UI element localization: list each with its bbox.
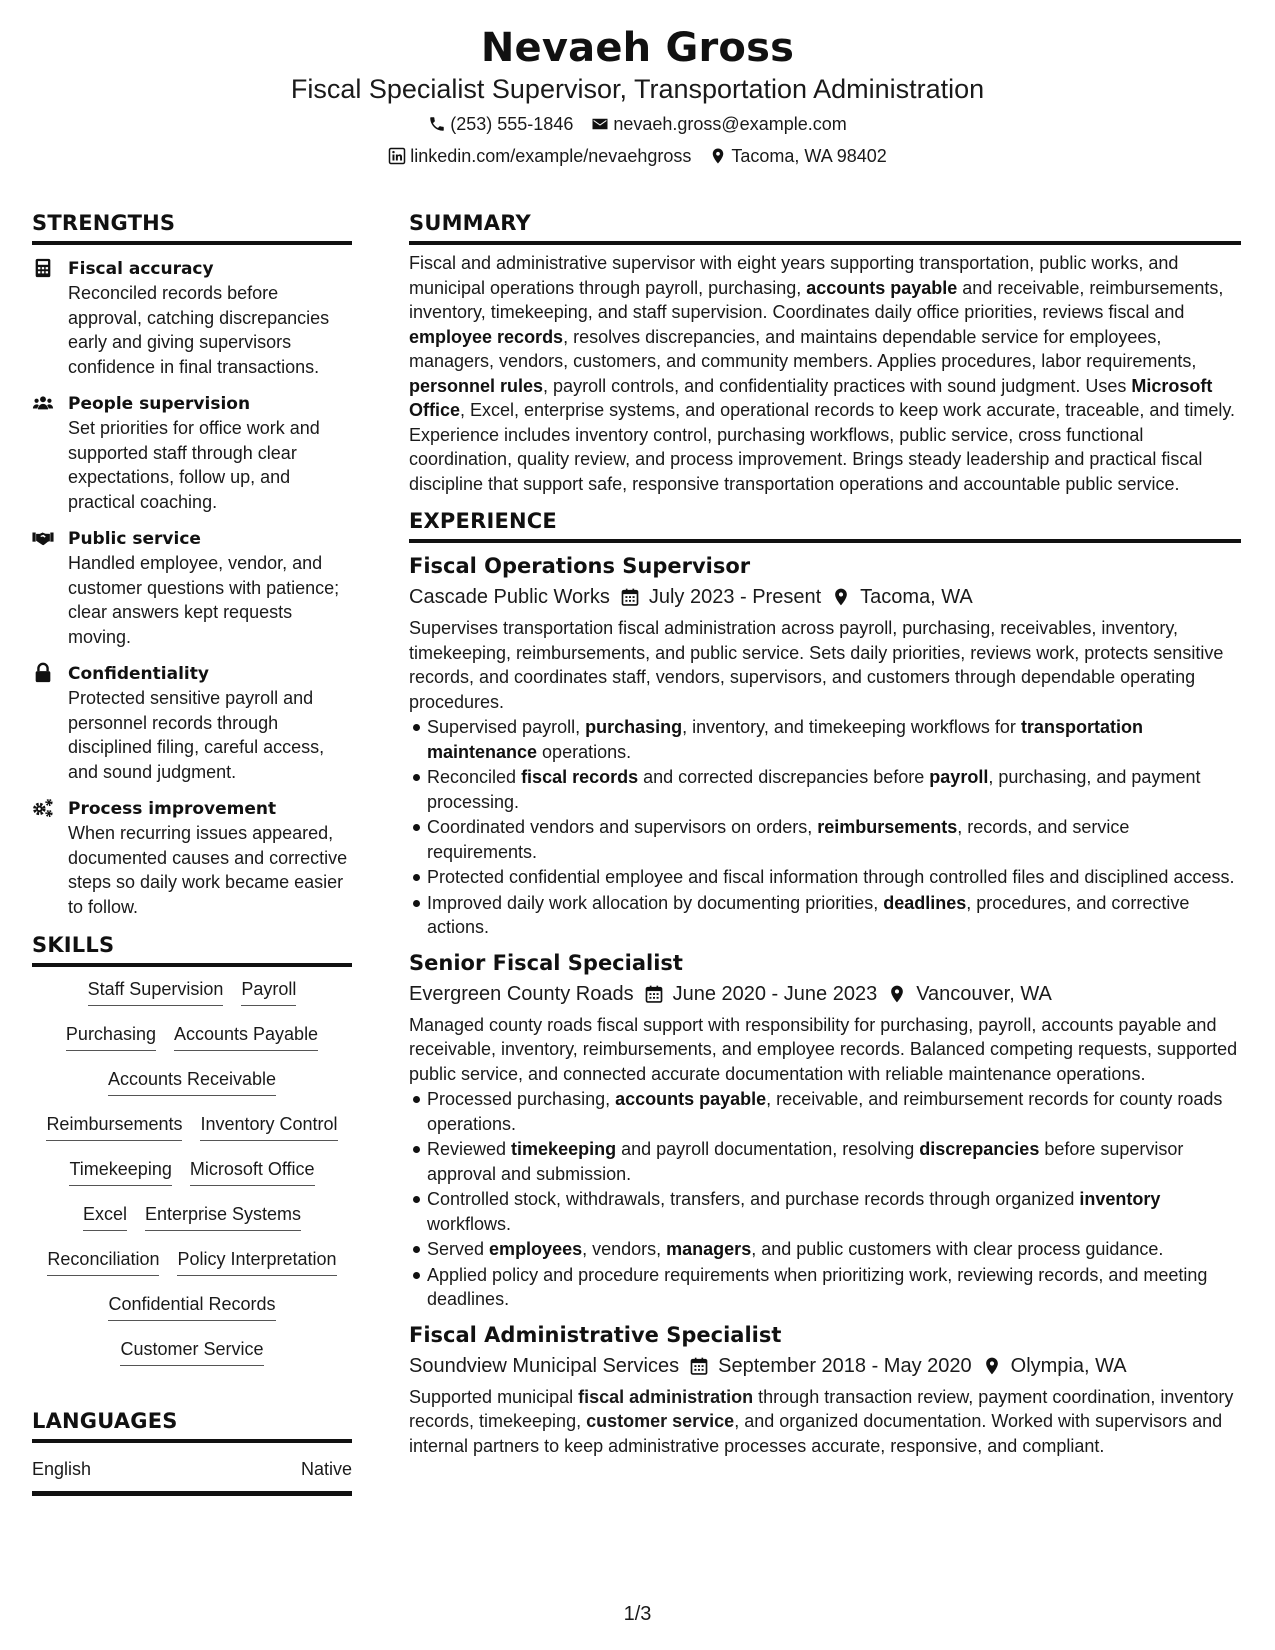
strength-text <box>68 392 352 514</box>
skill-tag: Confidential Records <box>108 1292 275 1321</box>
strength-title: Confidentiality <box>68 664 209 684</box>
text-segment: Reviewed <box>427 1139 512 1159</box>
text-segment: and payroll documentation, resolving <box>616 1139 920 1159</box>
resume-header <box>0 22 1275 168</box>
strength-desc: Reconciled records before approval, catching discrepancies early and giving supervisors confidence in final transactions. <box>68 283 330 377</box>
skill-row <box>32 1112 352 1157</box>
people-icon <box>32 392 54 414</box>
strength-title: People supervision <box>68 394 251 414</box>
skills-section <box>32 932 352 1382</box>
phone-icon <box>428 115 446 133</box>
bold-keyword: inventory <box>1079 1189 1161 1209</box>
text-segment: , Excel, enterprise systems, and operational records to keep work accurate, traceable, and timely. Experience includes inventory control, purchasing workflows, public service, cross functional coordination, quality review, and process improvement. Brings steady leadership and practical fiscal discipline that support safe, responsive transportation operations and accountable public service. <box>409 400 1236 494</box>
job-dates <box>644 979 878 1009</box>
jobs-list <box>409 551 1241 1458</box>
job-bullet <box>427 1237 1241 1262</box>
skills-list <box>32 977 352 1382</box>
strength-title: Fiscal accuracy <box>68 259 214 279</box>
strengths-list <box>32 257 352 919</box>
contact-phone <box>428 112 573 136</box>
job-dates-text: July 2023 - Present <box>648 586 822 608</box>
job-company: Soundview Municipal Services <box>409 1354 680 1377</box>
strength-text <box>68 797 352 919</box>
bold-keyword: timekeeping <box>511 1139 617 1159</box>
job-entry <box>409 1320 1241 1459</box>
contact-email[interactable] <box>591 112 846 136</box>
job-bullet <box>427 865 1241 890</box>
contact-linkedin[interactable] <box>388 144 691 168</box>
bold-keyword: personnel rules <box>409 375 544 396</box>
text-segment: Served <box>427 1239 490 1259</box>
bold-keyword: payroll <box>929 767 989 787</box>
strength-text <box>68 257 352 379</box>
text-segment: , and organized documentation. Worked with supervisors and internal partners to keep administrative processes accurate, responsive, and compliant. <box>409 1411 1223 1456</box>
job-dates <box>620 582 821 612</box>
handshake-icon <box>32 527 54 549</box>
languages-title: LANGUAGES <box>32 1408 352 1443</box>
languages-section <box>32 1408 352 1496</box>
job-dates-text: June 2020 - June 2023 <box>672 982 878 1005</box>
job-bullet <box>427 765 1241 814</box>
job-dates <box>689 1351 972 1381</box>
calendar-icon <box>644 984 664 1004</box>
strength-desc: Handled employee, vendor, and customer questions with patience; clear answers kept requests moving. <box>68 553 340 647</box>
skill-row <box>32 1067 352 1112</box>
text-segment: Supervised payroll, <box>427 717 586 737</box>
job-company: Evergreen County Roads <box>409 982 634 1005</box>
job-bullet <box>427 1137 1241 1186</box>
job-location-text: Vancouver, WA <box>916 982 1052 1005</box>
text-segment: Reconciled <box>427 767 522 787</box>
lock-icon <box>32 662 54 684</box>
text-segment: , purchasing, and payment processing. <box>427 767 1201 812</box>
text-segment: Improved daily work allocation by documenting priorities, <box>427 892 884 913</box>
page-number: 1/3 <box>623 1603 652 1625</box>
email-text[interactable]: nevaeh.gross@example.com <box>613 114 847 134</box>
language-name: English <box>32 1459 92 1479</box>
bold-keyword: purchasing <box>585 717 683 737</box>
text-segment: , and public customers with clear process guidance. <box>751 1239 1164 1259</box>
skill-row <box>32 1337 352 1382</box>
linkedin-text[interactable]: linkedin.com/example/nevaehgross <box>410 146 692 166</box>
right-column <box>409 210 1241 1458</box>
text-segment: , vendors, <box>582 1239 667 1259</box>
linkedin-icon <box>388 147 406 165</box>
text-segment: Fiscal and administrative supervisor with eight years supporting transportation, public works, and municipal operations through payroll, purchasing, <box>409 253 1179 298</box>
skill-row <box>32 1022 352 1067</box>
job-meta <box>409 1351 1241 1381</box>
text-segment: , inventory, and timekeeping workflows for <box>682 717 1021 737</box>
strength-desc: When recurring issues appeared, documented causes and corrective steps so daily work became easier to follow. <box>68 823 348 917</box>
contact-row-1 <box>0 112 1275 136</box>
skill-tag: Purchasing <box>66 1022 156 1051</box>
skill-row <box>32 1292 352 1337</box>
strength-text <box>68 662 352 784</box>
job-title: Fiscal Operations Supervisor <box>409 554 751 578</box>
job-location-text: Tacoma, WA <box>860 586 973 608</box>
text-segment: before supervisor approval and submission. <box>427 1139 1184 1184</box>
job-description: Supervises transportation fiscal administration across payroll, purchasing, receivables, inventory, timekeeping, reimbursements, and public service. Sets daily priorities, reviews work, protects sensitive records, and coordinates staff, vendors, supervisors, and customers through dependable operating procedures. <box>409 618 1224 712</box>
skill-tag: Enterprise Systems <box>145 1202 301 1231</box>
skill-row <box>32 1202 352 1247</box>
job-location <box>887 979 1052 1009</box>
text-segment: Supported municipal <box>409 1386 579 1407</box>
job-bullets <box>409 1087 1241 1312</box>
text-segment: , resolves discrepancies, and maintains dependable service for employees, managers, vendors, customers, and community members. Applies procedures, labor requirements, <box>409 326 1197 371</box>
job-entry <box>409 948 1241 1312</box>
phone-text: (253) 555-1846 <box>450 114 574 134</box>
job-meta <box>409 582 1241 612</box>
gears-icon <box>32 797 54 819</box>
text-segment: Protected confidential employee and fiscal information through controlled files and disciplined access. <box>427 867 1235 887</box>
bold-keyword: Microsoft Office <box>409 375 1213 420</box>
strength-item <box>32 257 352 379</box>
skill-tag: Microsoft Office <box>190 1157 315 1186</box>
left-column <box>32 210 352 1496</box>
strength-title: Process improvement <box>68 799 277 819</box>
skill-tag: Inventory Control <box>200 1112 337 1141</box>
job-meta <box>409 979 1241 1009</box>
bold-keyword: managers <box>666 1239 752 1259</box>
bold-keyword: fiscal records <box>521 767 639 787</box>
job-title: Fiscal Administrative Specialist <box>409 1322 782 1347</box>
job-company: Cascade Public Works <box>409 586 610 608</box>
summary-section <box>409 210 1241 496</box>
skill-row <box>32 1247 352 1292</box>
experience-title: EXPERIENCE <box>409 508 1241 543</box>
strength-text <box>68 527 352 649</box>
text-segment: , records, and service requirements. <box>427 817 1130 862</box>
strengths-title: STRENGTHS <box>32 210 352 245</box>
skill-tag: Accounts Payable <box>174 1022 318 1051</box>
text-segment: Processed purchasing, <box>427 1089 616 1109</box>
text-segment: Coordinated vendors and supervisors on orders, <box>427 817 818 837</box>
text-segment: Applied policy and procedure requirements when prioritizing work, reviewing records, and meeting deadlines. <box>427 1264 1208 1309</box>
job-entry <box>409 551 1241 940</box>
bold-keyword: employee records <box>409 326 564 347</box>
strength-item <box>32 392 352 514</box>
job-bullet <box>427 891 1241 940</box>
skill-tag: Reimbursements <box>46 1112 182 1141</box>
language-level: Native <box>300 1459 352 1479</box>
text-segment: operations. <box>537 741 632 762</box>
skill-tag: Staff Supervision <box>88 977 224 1006</box>
skill-tag: Timekeeping <box>69 1157 171 1186</box>
calendar-icon <box>620 587 640 607</box>
bold-keyword: transportation maintenance <box>427 717 1143 762</box>
skill-row <box>32 1157 352 1202</box>
bold-keyword: fiscal administration <box>578 1386 754 1407</box>
bold-keyword: deadlines <box>883 892 967 913</box>
bold-keyword: employees <box>489 1239 583 1259</box>
skill-tag: Payroll <box>241 977 296 1006</box>
language-row <box>32 1457 352 1496</box>
skill-tag: Excel <box>83 1202 127 1231</box>
text-segment: and receivable, reimbursements, inventory, timekeeping, and staff supervision. Coordinates daily office priorities, reviews fiscal and <box>409 277 1224 322</box>
calculator-icon <box>32 257 54 279</box>
candidate-headline: Fiscal Specialist Supervisor, Transportation Administration <box>290 74 985 104</box>
text-segment: and corrected discrepancies before <box>638 767 930 787</box>
location-text: Tacoma, WA 98402 <box>731 146 887 166</box>
summary-text <box>409 251 1241 496</box>
text-segment: through transaction review, payment coordination, inventory records, timekeeping, <box>409 1386 1234 1431</box>
summary-title: SUMMARY <box>409 210 1241 245</box>
text-segment: Controlled stock, withdrawals, transfers, and purchase records through organized <box>427 1189 1080 1209</box>
strength-item <box>32 662 352 784</box>
contact-location <box>709 144 886 168</box>
calendar-icon <box>689 1356 709 1376</box>
strength-desc: Set priorities for office work and supported staff through clear expectations, follow up, and practical coaching. <box>68 418 320 512</box>
bold-keyword: discrepancies <box>919 1139 1040 1159</box>
contact-row-2 <box>0 144 1275 168</box>
job-bullet <box>427 1187 1241 1236</box>
bold-keyword: accounts payable <box>806 277 958 298</box>
strength-title: Public service <box>68 529 201 549</box>
job-bullet <box>427 1263 1241 1312</box>
skill-tag: Customer Service <box>120 1337 263 1366</box>
text-segment: , receivable, and reimbursement records for county roads operations. <box>427 1089 1223 1134</box>
bold-keyword: accounts payable <box>615 1089 767 1109</box>
bold-keyword: customer service <box>586 1411 735 1431</box>
map-pin-icon <box>831 587 851 607</box>
job-bullet <box>427 815 1241 864</box>
job-location <box>982 1351 1127 1381</box>
skill-tag: Reconciliation <box>47 1247 159 1276</box>
strength-desc: Protected sensitive payroll and personnel records through disciplined filing, careful access, and sound judgment. <box>68 688 325 782</box>
job-location-text: Olympia, WA <box>1010 1354 1127 1377</box>
job-bullets <box>409 715 1241 940</box>
job-description <box>409 1385 1241 1459</box>
map-pin-icon <box>982 1356 1002 1376</box>
job-title: Senior Fiscal Specialist <box>409 950 683 975</box>
strength-item <box>32 527 352 649</box>
candidate-name: Nevaeh Gross <box>480 25 795 71</box>
strength-item <box>32 797 352 919</box>
map-pin-icon <box>887 984 907 1004</box>
text-segment: , payroll controls, and confidentiality practices with sound judgment. Uses <box>543 375 1132 396</box>
skill-tag: Policy Interpretation <box>177 1247 336 1276</box>
job-bullet <box>427 1087 1241 1136</box>
strengths-section <box>32 210 352 919</box>
envelope-icon <box>591 115 609 133</box>
map-pin-icon <box>709 147 727 165</box>
skill-tag: Accounts Receivable <box>108 1067 276 1096</box>
text-segment: , procedures, and corrective actions. <box>427 892 1190 937</box>
job-location <box>831 582 973 612</box>
bold-keyword: reimbursements <box>817 817 958 837</box>
skill-row <box>32 977 352 1022</box>
text-segment: workflows. <box>427 1213 512 1234</box>
skills-title: SKILLS <box>32 932 352 967</box>
job-description: Managed county roads fiscal support with responsibility for purchasing, payroll, accounts payable and receivable, inventory, reimbursements, and employee records. Balanced competing requests, supported public service, and connected accurate documentation with reliable maintenance operations. <box>409 1014 1238 1084</box>
job-dates-text: September 2018 - May 2020 <box>718 1354 972 1377</box>
experience-section <box>409 508 1241 1458</box>
job-bullet <box>427 715 1241 764</box>
